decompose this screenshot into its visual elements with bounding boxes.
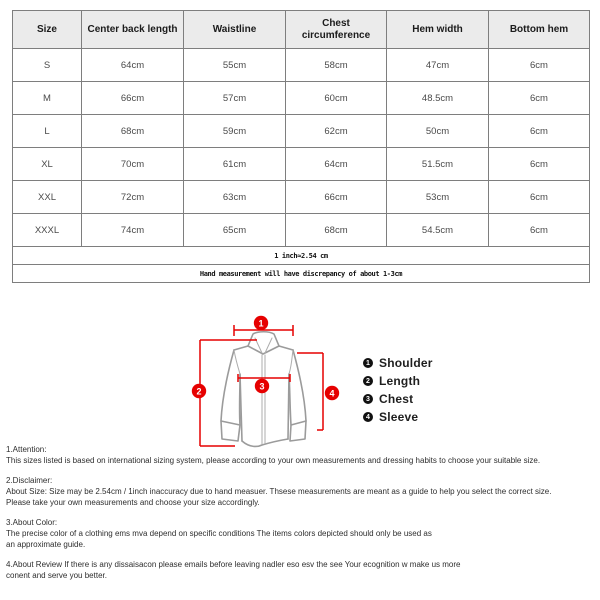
cell: 74cm: [82, 214, 184, 247]
cell: 6cm: [489, 181, 590, 214]
inch-conversion-note: 1 inch≈2.54 cm: [13, 247, 590, 265]
cell: 54.5cm: [387, 214, 489, 247]
marker-chest: [255, 379, 269, 393]
col-header-center-back-length: Center back length: [82, 11, 184, 49]
section-attention: [6, 444, 596, 466]
legend-item-sleeve: [363, 408, 433, 426]
cell: 72cm: [82, 181, 184, 214]
table-row-xxxl: [13, 214, 590, 247]
section-about-color: [6, 517, 596, 550]
col-header-chest-circumference: Chest circumference: [286, 11, 387, 49]
cell: 6cm: [489, 214, 590, 247]
table-row-xl: [13, 148, 590, 181]
legend-label: Sleeve: [379, 410, 419, 424]
col-header-bottom-hem: Bottom hem: [489, 11, 590, 49]
section-text: Please take your own measurements and choose your size accordingly.: [6, 498, 260, 507]
cell: 65cm: [184, 214, 286, 247]
marker-number: 4: [329, 388, 335, 399]
marker-number: 2: [196, 386, 202, 397]
cell: 64cm: [286, 148, 387, 181]
cell: 48.5cm: [387, 82, 489, 115]
section-title: 1.Attention:: [6, 445, 47, 454]
marker-number: 1: [258, 318, 264, 329]
cell: 60cm: [286, 82, 387, 115]
section-disclaimer: [6, 475, 596, 508]
section-title: 3.About Color:: [6, 518, 58, 527]
marker-length: [192, 384, 206, 398]
measurement-legend: [363, 354, 433, 426]
legend-item-length: [363, 372, 433, 390]
legend-label: Shoulder: [379, 356, 433, 370]
cell: 6cm: [489, 49, 590, 82]
cell: 63cm: [184, 181, 286, 214]
cell: 6cm: [489, 115, 590, 148]
cell: 68cm: [286, 214, 387, 247]
footnotes: [6, 444, 596, 590]
section-text: conent and serve you better.: [6, 571, 107, 580]
cell: 57cm: [184, 82, 286, 115]
legend-item-shoulder: [363, 354, 433, 372]
col-header-hem-width: Hem width: [387, 11, 489, 49]
cell: 61cm: [184, 148, 286, 181]
col-header-size: Size: [13, 11, 82, 49]
cell: 64cm: [82, 49, 184, 82]
circled-number-icon: 1: [363, 358, 373, 368]
cell: 66cm: [82, 82, 184, 115]
cell: L: [13, 115, 82, 148]
hand-measurement-note: Hand measurement will have discrepancy of about 1-3cm: [13, 265, 590, 283]
note-row-discrepancy: [13, 265, 590, 283]
cell: 6cm: [489, 148, 590, 181]
cell: 58cm: [286, 49, 387, 82]
cell: 68cm: [82, 115, 184, 148]
table-row-l: [13, 115, 590, 148]
cell: 53cm: [387, 181, 489, 214]
cell: 62cm: [286, 115, 387, 148]
section-title: 2.Disclaimer:: [6, 476, 53, 485]
legend-label: Chest: [379, 392, 414, 406]
cell: 51.5cm: [387, 148, 489, 181]
section-text: The precise color of a clothing ems mva depend on specific conditions The items colors depicted should only be used as: [6, 529, 432, 538]
legend-label: Length: [379, 374, 421, 388]
marker-number: 3: [259, 381, 265, 392]
header-row: [13, 11, 590, 49]
circled-number-icon: 3: [363, 394, 373, 404]
circled-number-icon: 4: [363, 412, 373, 422]
section-text: About Size: Size may be 2.54cm / 1inch inaccuracy due to hand measuer. Thsese measurements are meant as a guide to help you select the correct size.: [6, 487, 552, 496]
marker-sleeve: [325, 386, 339, 400]
shirt-measurement-diagram: [178, 313, 353, 455]
col-header-waistline: Waistline: [184, 11, 286, 49]
cell: 50cm: [387, 115, 489, 148]
section-text: an approximate guide.: [6, 540, 86, 549]
cell: 47cm: [387, 49, 489, 82]
circled-number-icon: 2: [363, 376, 373, 386]
table-row-xxl: [13, 181, 590, 214]
marker-shoulder: [254, 316, 268, 330]
table-row-m: [13, 82, 590, 115]
section-text: 4.About Review If there is any dissaisacon please emails before leaving nadler eso esv the see Your ecognition w make us more: [6, 560, 461, 569]
cell: XL: [13, 148, 82, 181]
table-row-s: [13, 49, 590, 82]
cell: 66cm: [286, 181, 387, 214]
section-text: This sizes listed is based on international sizing system, please according to your own measurements and dressing habits to choose your suitable size.: [6, 456, 541, 465]
cell: 6cm: [489, 82, 590, 115]
size-chart-table: [12, 10, 590, 283]
section-about-review: [6, 559, 596, 581]
cell: 55cm: [184, 49, 286, 82]
cell: 59cm: [184, 115, 286, 148]
legend-item-chest: [363, 390, 433, 408]
note-row-inch: [13, 247, 590, 265]
cell: XXXL: [13, 214, 82, 247]
cell: M: [13, 82, 82, 115]
cell: S: [13, 49, 82, 82]
cell: XXL: [13, 181, 82, 214]
cell: 70cm: [82, 148, 184, 181]
